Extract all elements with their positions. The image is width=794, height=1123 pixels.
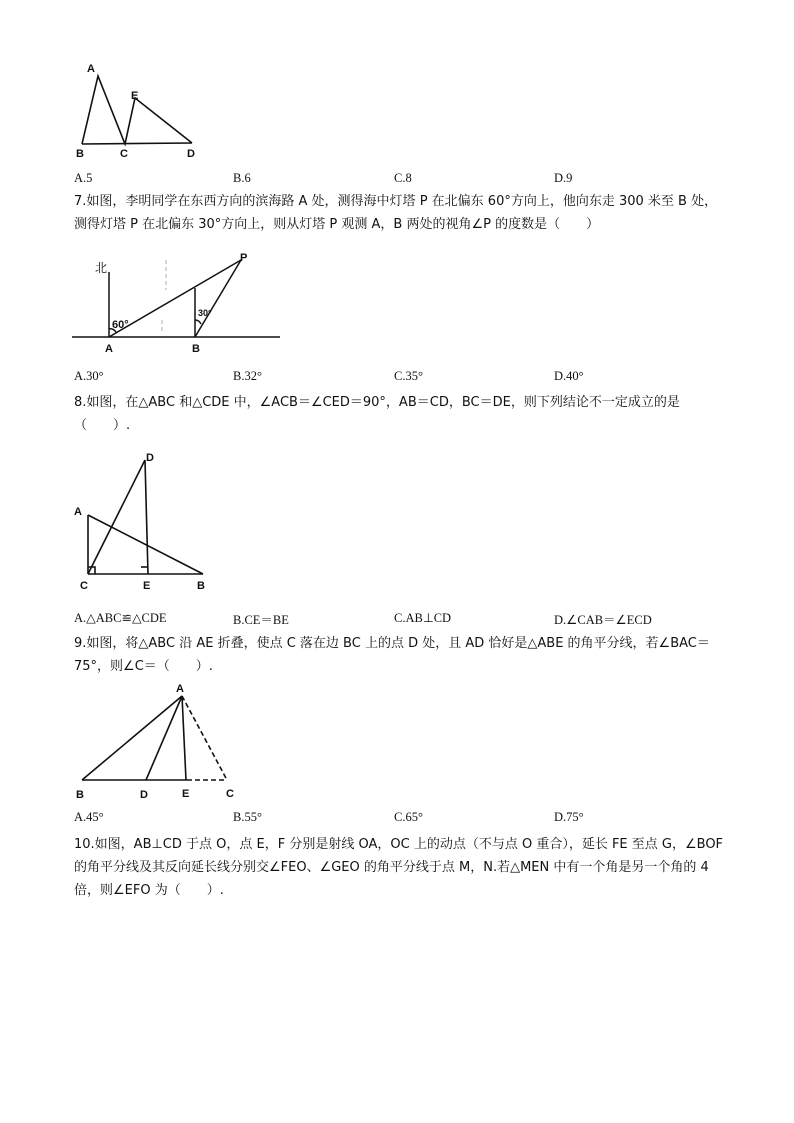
label-e: E bbox=[131, 90, 139, 102]
q7-option-c: C.35° bbox=[394, 369, 423, 383]
label-e: E bbox=[182, 788, 190, 800]
point-b-label: B bbox=[192, 343, 200, 355]
q6-option-d: D.9 bbox=[554, 171, 573, 185]
figure-q7 bbox=[70, 250, 290, 360]
label-d: D bbox=[140, 789, 148, 801]
label-b: B bbox=[197, 580, 205, 592]
label-b: B bbox=[76, 148, 84, 160]
q8-option-d: D.∠CAB＝∠ECD bbox=[554, 613, 652, 627]
question-9-text: 9.如图，将△ABC 沿 AE 折叠，使点 C 落在边 BC 上的点 D 处，且 AD 恰好是△ABE 的角平分线，若∠BAC＝75°，则∠C＝（ ）. bbox=[74, 636, 710, 674]
q9-option-c: C.65° bbox=[394, 810, 423, 824]
q6-option-a: A.5 bbox=[74, 171, 93, 185]
label-c: C bbox=[80, 580, 88, 592]
label-e: E bbox=[143, 580, 151, 592]
question-8-text: 8.如图，在△ABC 和△CDE 中，∠ACB＝∠CED＝90°，AB＝CD，BC＝DE，则下列结论不一定成立的是（ ）. bbox=[74, 395, 680, 433]
label-a: A bbox=[87, 63, 95, 75]
q6-option-b: B.6 bbox=[233, 171, 251, 185]
label-a: A bbox=[74, 506, 82, 518]
label-b: B bbox=[76, 789, 84, 801]
q7-option-b: B.32° bbox=[233, 369, 262, 383]
q9-option-d: D.75° bbox=[554, 810, 584, 824]
figure-q9 bbox=[70, 680, 250, 805]
label-a: A bbox=[176, 683, 184, 695]
q8-option-b: B.CE＝BE bbox=[233, 613, 289, 627]
q8-option-c: C.AB⊥CD bbox=[394, 611, 452, 625]
label-d: D bbox=[146, 452, 154, 464]
angle-a-label: 60° bbox=[112, 319, 129, 331]
q7-option-a: A.30° bbox=[74, 369, 104, 383]
question-7-text: 7.如图，李明同学在东西方向的滨海路 A 处，测得海中灯塔 P 在北偏东 60°方向上，他向东走 300 米至 B 处，测得灯塔 P 在北偏东 30°方向上，则从灯塔 P 观测 A，B 两处的视角∠P 的度数是（ ） bbox=[74, 194, 718, 232]
point-p-label: P bbox=[240, 252, 248, 264]
figure-q8 bbox=[70, 445, 220, 595]
label-c: C bbox=[226, 788, 234, 800]
question-10-text: 10.如图，AB⊥CD 于点 O，点 E，F 分别是射线 OA，OC 上的动点（不与点 O 重合），延长 FE 至点 G，∠BOF 的角平分线及其反向延长线分别交∠FEO、∠GEO 的角平分线于点 M，N.若△MEN 中有一个角是另一个角的 4 倍，则∠EFO 为（ ）. bbox=[74, 837, 724, 898]
q8-option-a: A.△ABC≌△CDE bbox=[74, 611, 167, 625]
figure-q6 bbox=[70, 58, 210, 163]
q7-option-d: D.40° bbox=[554, 369, 584, 383]
q9-option-a: A.45° bbox=[74, 810, 104, 824]
q9-option-b: B.55° bbox=[233, 810, 262, 824]
angle-b-label: 30° bbox=[198, 308, 212, 318]
label-d: D bbox=[187, 148, 195, 160]
q6-option-c: C.8 bbox=[394, 171, 412, 185]
point-a-label: A bbox=[105, 343, 113, 355]
label-c: C bbox=[120, 148, 128, 160]
north-label: 北 bbox=[95, 261, 108, 275]
